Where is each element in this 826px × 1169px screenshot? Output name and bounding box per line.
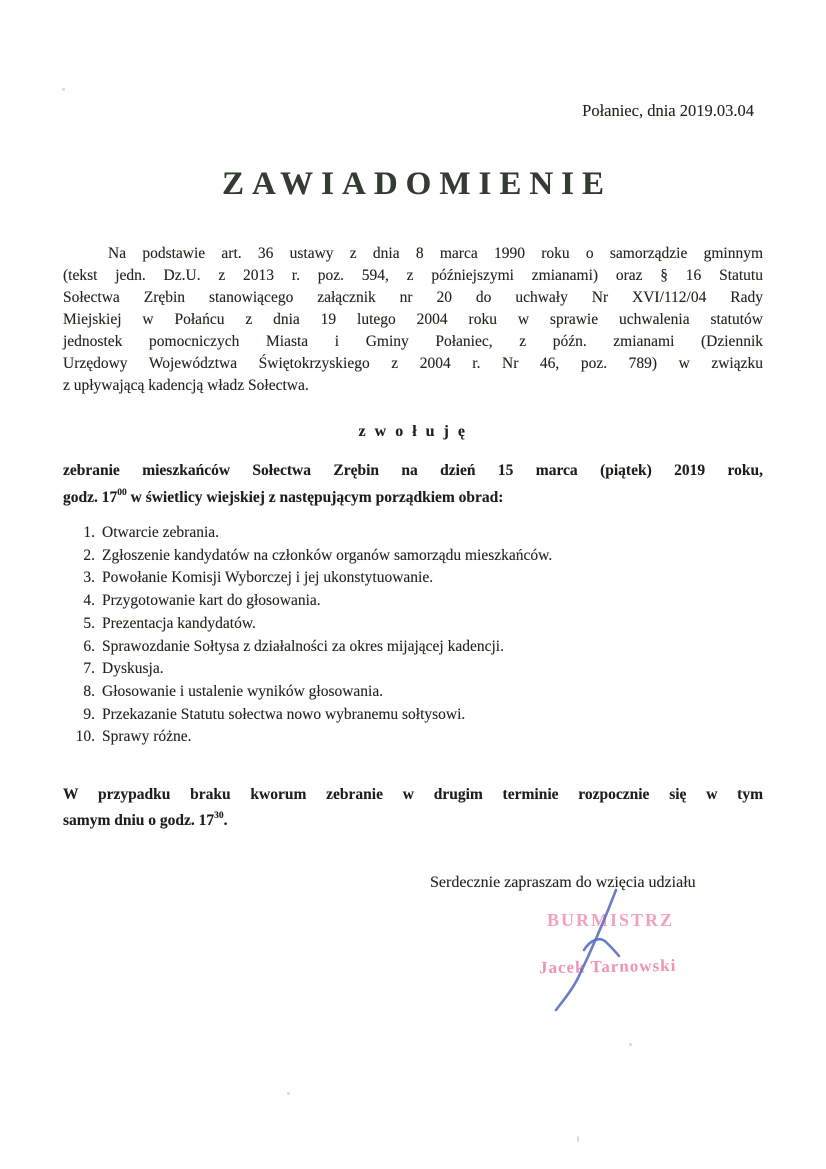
- intro-line: jednostek pomocniczych Miasta i Gminy Połaniec, z późn. zmianami (Dziennik: [63, 333, 763, 350]
- signature-main-stroke: [556, 890, 616, 1010]
- quorum-line: [63, 806, 763, 832]
- agenda-number: 7.: [83, 660, 95, 678]
- agenda-text: Przygotowanie kart do głosowania.: [102, 592, 321, 610]
- agenda-number: 10.: [75, 728, 95, 746]
- agenda-text: Prezentacja kandydatów.: [102, 614, 256, 632]
- document-title: ZAWIADOMIENIE: [221, 166, 613, 202]
- meeting-line: [63, 483, 763, 510]
- agenda-text: Głosowanie i ustalenie wyników głosowania.: [102, 682, 384, 700]
- intro-line: (tekst jedn. Dz.U. z 2013 r. poz. 594, z późniejszymi zmianami) oraz § 16 Statutu: [63, 267, 763, 284]
- meeting-place: w świetlicy wiejskiej z następującym porządkiem obrad:: [126, 488, 504, 506]
- convene-word: z w o ł u j ę: [358, 423, 468, 440]
- agenda-list: [63, 522, 763, 749]
- quorum-time: samym dniu o godz. 17: [63, 812, 215, 830]
- intro-line: z upływającą kadencją władz Sołectwa.: [63, 377, 309, 394]
- scan-speck: [577, 1136, 579, 1142]
- handwritten-signature: [490, 880, 710, 1030]
- agenda-text: Przekazanie Statutu sołectwa nowo wybranemu sołtysowi.: [102, 705, 466, 723]
- agenda-number: 1.: [83, 524, 95, 541]
- quorum-note: [63, 783, 763, 832]
- quorum-time-superscript: 30: [214, 811, 224, 821]
- stamp-mayor-name: Jacek Tarnowski: [538, 955, 677, 978]
- agenda-item: [63, 681, 763, 704]
- agenda-number: 6.: [83, 637, 95, 655]
- agenda-number: 5.: [83, 614, 95, 632]
- agenda-item: [63, 658, 763, 681]
- agenda-text: Otwarcie zebrania.: [102, 524, 220, 541]
- agenda-number: 8.: [83, 682, 95, 700]
- agenda-number: 3.: [83, 569, 95, 587]
- scan-speck: [287, 1092, 290, 1095]
- closing-invitation: Serdecznie zapraszam do wzięcia udziału: [430, 874, 696, 891]
- agenda-item: [63, 704, 763, 727]
- quorum-period: .: [223, 812, 228, 830]
- scan-speck: [629, 1043, 632, 1046]
- intro-line: Urzędowy Województwa Świętokrzyskiego z 2004 r. Nr 46, poz. 789) w związku: [63, 355, 763, 372]
- agenda-item: [63, 567, 763, 590]
- scan-speck: [62, 88, 65, 91]
- agenda-item: [63, 613, 763, 636]
- agenda-text: Zgłoszenie kandydatów na członków organów samorządu mieszkańców.: [102, 546, 553, 564]
- agenda-text: Dyskusja.: [102, 660, 164, 678]
- agenda-number: 2.: [83, 546, 95, 564]
- intro-paragraph: [63, 243, 763, 397]
- agenda-text: Sprawy różne.: [102, 728, 192, 746]
- agenda-item: [63, 522, 763, 545]
- meeting-time: godz. 17: [63, 488, 118, 506]
- stamp-office-title: BURMISTRZ: [547, 910, 675, 930]
- quorum-line: W przypadku braku kworum zebranie w drugim terminie rozpocznie się w tym: [63, 786, 763, 803]
- agenda-item: [63, 636, 763, 659]
- meeting-time-superscript: 00: [117, 487, 127, 498]
- meeting-line: zebranie mieszkańców Sołectwa Zrębin na dzień 15 marca (piątek) 2019 roku,: [63, 462, 763, 479]
- intro-line: Sołectwa Zrębin stanowiącego załącznik nr 20 do uchwały Nr XVI/112/04 Rady: [63, 289, 763, 306]
- agenda-text: Powołanie Komisji Wyborczej i jej ukonstytuowanie.: [102, 569, 434, 587]
- meeting-announcement: [63, 460, 763, 509]
- intro-line: Na podstawie art. 36 ustawy z dnia 8 marca 1990 roku o samorządzie gminnym: [108, 245, 763, 262]
- agenda-item: [63, 726, 763, 749]
- agenda-item: [63, 545, 763, 568]
- intro-line: Miejskiej w Połańcu z dnia 19 lutego 2004 roku w sprawie uchwalenia statutów: [63, 311, 763, 328]
- date-line: Połaniec, dnia 2019.03.04: [582, 101, 754, 120]
- agenda-number: 9.: [83, 705, 95, 723]
- agenda-text: Sprawozdanie Sołtysa z działalności za okres mijającej kadencji.: [102, 637, 504, 655]
- agenda-number: 4.: [83, 592, 95, 610]
- agenda-item: [63, 590, 763, 613]
